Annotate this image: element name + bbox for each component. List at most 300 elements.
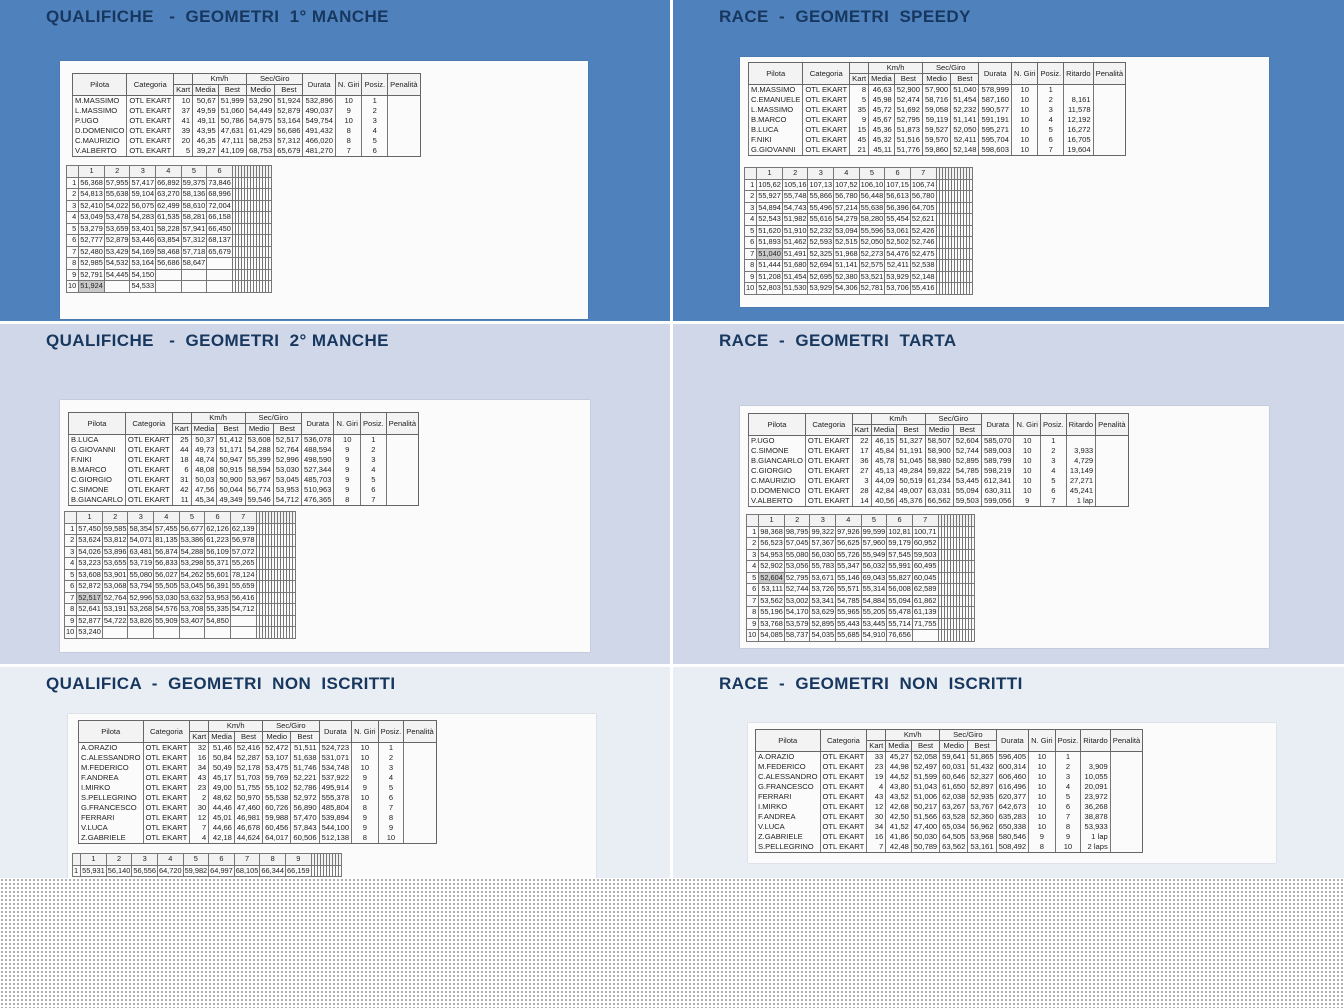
- lap-time-cell: 56,109: [206, 546, 229, 556]
- results-cell: 10: [335, 96, 362, 107]
- results-cell: 16,272: [1064, 125, 1093, 135]
- results-cell: OTL EKART: [820, 762, 867, 772]
- lap-time-cell: 105,62: [758, 179, 781, 189]
- lap-time-cell: 54,884: [862, 595, 886, 605]
- lap-time-cell: 59,179: [888, 538, 911, 547]
- results-cell: 27,271: [1066, 476, 1095, 486]
- results-table: [68, 412, 419, 506]
- results-cell: V.ALBERTO: [749, 496, 806, 507]
- results-cell: 16: [867, 832, 886, 842]
- results-cell: 642,673: [996, 802, 1028, 812]
- results-cell: 51,171: [217, 445, 245, 455]
- penalty-cell: [1110, 812, 1142, 822]
- lap-time-cell: 54,071: [129, 535, 153, 544]
- results-cell: 51,638: [291, 753, 319, 763]
- lap-time-cell: 54,476: [886, 248, 909, 258]
- lap-time-cell: 52,517: [78, 592, 101, 602]
- lap-time-cell: 55,505: [155, 581, 178, 590]
- results-cell: 52,474: [894, 95, 922, 105]
- lap-column-header: 3: [808, 168, 834, 180]
- results-cell: 12,192: [1064, 115, 1093, 125]
- table-row: [69, 485, 419, 495]
- penalty-cell: [1096, 486, 1128, 496]
- results-cell: 34: [190, 763, 209, 773]
- lap-number: 1: [73, 865, 81, 877]
- lap-empty-cell: [268, 223, 271, 235]
- lap-time-cell: 51,491: [783, 248, 807, 258]
- dotted-overlay: [0, 878, 1344, 1008]
- results-cell: 6: [1038, 135, 1064, 145]
- results-cell: 38,878: [1081, 812, 1110, 822]
- lap-time-cell: 66,159: [287, 865, 310, 875]
- results-cell: 56,774: [245, 485, 273, 495]
- lap-number: 7: [747, 595, 759, 607]
- lap-time-cell: 54,712: [231, 604, 255, 613]
- lap-time-cell: 52,050: [860, 237, 884, 246]
- results-cell: 50,49: [209, 763, 235, 773]
- results-cell: FERRARI: [79, 813, 144, 823]
- col-header-posiz: Posiz.: [1055, 730, 1081, 752]
- col-header-categoria: Categoria: [125, 413, 172, 435]
- results-cell: 45,241: [1066, 486, 1095, 496]
- results-cell: 51,060: [218, 106, 246, 116]
- col-header-posiz: Posiz.: [360, 413, 386, 435]
- lap-time-cell: 58,468: [157, 246, 180, 256]
- lap-time-cell: 53,953: [206, 592, 229, 602]
- lap-time-cell: 58,228: [157, 223, 180, 233]
- lap-column-header: 2: [104, 166, 130, 178]
- results-cell: 47,56: [191, 485, 217, 495]
- results-cell: D.DOMENICO: [73, 126, 127, 136]
- results-cell: 2: [1038, 95, 1064, 105]
- lap-empty-cell: [969, 179, 972, 191]
- results-cell: 25: [172, 435, 191, 446]
- results-cell: 22: [852, 436, 871, 447]
- results-cell: 42,48: [886, 842, 912, 853]
- results-cell: 9: [1014, 496, 1041, 507]
- penalty-cell: [1096, 466, 1128, 476]
- lap-row: [65, 604, 296, 616]
- lap-time-cell: 55,265: [231, 558, 255, 567]
- lap-time-cell: 61,139: [913, 607, 937, 616]
- results-cell: OTL EKART: [125, 485, 172, 495]
- results-cell: 31: [172, 475, 191, 485]
- results-cell: 536,078: [302, 435, 334, 446]
- lap-time-cell: 52,746: [911, 237, 935, 246]
- results-cell: 589,003: [982, 446, 1014, 456]
- results-cell: D.DOMENICO: [749, 486, 806, 496]
- results-cell: 49,284: [897, 466, 925, 476]
- lap-row: [745, 237, 973, 249]
- results-cell: 40,56: [871, 496, 897, 507]
- lap-number: 10: [67, 281, 79, 293]
- lap-column-header: 8: [260, 854, 286, 866]
- results-cell: 59,119: [923, 115, 951, 125]
- lap-time-cell: 54,785: [837, 595, 860, 605]
- results-cell: 7: [867, 842, 886, 853]
- results-cell: [1081, 752, 1110, 763]
- results-cell: 47,111: [218, 136, 246, 146]
- results-cell: 51,865: [968, 752, 996, 763]
- col-header-media: Media: [191, 424, 217, 435]
- results-cell: 5: [1040, 476, 1066, 486]
- col-header-media: Media: [209, 732, 235, 743]
- penalty-cell: [1093, 85, 1125, 96]
- lap-time-cell: 69,043: [862, 572, 886, 582]
- results-cell: 9: [334, 445, 361, 455]
- results-cell: 51,043: [911, 782, 939, 792]
- table-row: [756, 802, 1143, 812]
- results-cell: OTL EKART: [805, 456, 852, 466]
- lap-time-cell: 52,777: [80, 235, 103, 244]
- lap-row: [65, 535, 296, 547]
- lap-time-cell: 51,141: [835, 260, 858, 269]
- lap-time-cell: 56,075: [131, 200, 155, 210]
- results-cell: 52,879: [275, 106, 303, 116]
- results-cell: 52,058: [911, 752, 939, 763]
- results-cell: 46,35: [193, 136, 219, 146]
- lap-time-cell: [207, 281, 233, 293]
- col-header-kart: Kart: [852, 425, 871, 436]
- results-cell: 527,344: [302, 465, 334, 475]
- col-header-giri: N. Giri: [1014, 414, 1041, 436]
- results-cell: 45,84: [871, 446, 897, 456]
- results-cell: 63,031: [925, 486, 953, 496]
- lap-empty-cell: [969, 202, 972, 214]
- lap-time-cell: 99,599: [862, 526, 886, 536]
- panel-title: QUALIFICA - GEOMETRI NON ISCRITTI: [46, 674, 396, 693]
- results-cell: 59,058: [923, 105, 951, 115]
- results-cell: OTL EKART: [127, 106, 174, 116]
- results-cell: 53,107: [263, 753, 291, 763]
- lap-time-cell: 56,368: [80, 177, 103, 187]
- results-cell: 12: [190, 813, 209, 823]
- lap-time-cell: 52,575: [860, 260, 884, 269]
- lap-time-cell: 53,521: [860, 271, 884, 281]
- results-cell: 47,460: [234, 803, 262, 813]
- lap-row: [745, 202, 973, 214]
- lap-time-cell: 55,496: [809, 202, 833, 212]
- results-cell: 620,377: [996, 792, 1028, 802]
- lap-time-cell: 55,347: [837, 561, 860, 570]
- results-cell: 6: [172, 465, 191, 475]
- results-cell: 54,712: [273, 495, 301, 506]
- table-row: [69, 455, 419, 465]
- col-header-best-lap: Best: [953, 425, 981, 436]
- results-cell: L.MASSIMO: [749, 105, 803, 115]
- lap-number: 3: [745, 202, 757, 214]
- results-cell: 4: [1055, 782, 1081, 792]
- lap-row: [745, 179, 973, 191]
- results-cell: 53,967: [245, 475, 273, 485]
- results-cell: 44,09: [871, 476, 897, 486]
- results-cell: 635,283: [996, 812, 1028, 822]
- penalty-cell: [1096, 436, 1128, 447]
- results-cell: 2: [378, 753, 404, 763]
- results-cell: 8: [352, 833, 379, 844]
- results-cell: 9: [378, 823, 404, 833]
- results-cell: B.LUCA: [69, 435, 126, 446]
- table-row: [756, 832, 1143, 842]
- lap-row: [67, 212, 272, 224]
- penalty-cell: [388, 146, 420, 157]
- panel-race-tarta: [673, 324, 1344, 664]
- lap-time-cell: 54,283: [131, 212, 155, 221]
- result-sheet: [60, 61, 588, 319]
- results-cell: 60,646: [940, 772, 968, 782]
- results-cell: 10: [352, 743, 379, 754]
- results-cell: 5: [360, 475, 386, 485]
- col-header-media: Media: [886, 741, 912, 752]
- results-cell: OTL EKART: [805, 476, 852, 486]
- lap-number: 3: [65, 546, 77, 558]
- results-cell: 53,608: [245, 435, 273, 446]
- results-cell: 590,577: [979, 105, 1011, 115]
- results-cell: 58,980: [925, 456, 953, 466]
- results-cell: 51,432: [968, 762, 996, 772]
- results-cell: 45: [850, 135, 869, 145]
- results-cell: 59,570: [923, 135, 951, 145]
- col-header-best-lap: Best: [968, 741, 996, 752]
- results-cell: 50,84: [209, 753, 235, 763]
- lap-time-cell: 53,608: [78, 569, 101, 579]
- col-header-durata: Durata: [982, 414, 1014, 436]
- lap-row: [67, 200, 272, 212]
- results-cell: 591,191: [979, 115, 1011, 125]
- lap-times-table: [72, 853, 342, 877]
- col-header-categoria: Categoria: [805, 414, 852, 436]
- table-row: [69, 435, 419, 446]
- lap-time-cell: 56,625: [837, 538, 860, 547]
- lap-time-cell: 54,288: [180, 546, 204, 556]
- penalty-cell: [1110, 792, 1142, 802]
- results-cell: 57,312: [275, 136, 303, 146]
- results-cell: 53,475: [263, 763, 291, 773]
- lap-time-cell: 56,416: [231, 592, 255, 602]
- results-cell: 5: [1038, 125, 1064, 135]
- lap-time-cell: [181, 281, 207, 293]
- lap-row: [747, 538, 975, 550]
- results-cell: 10: [1055, 842, 1081, 853]
- lap-time-cell: 51,968: [835, 248, 858, 258]
- table-row: [749, 476, 1129, 486]
- col-header-categoria: Categoria: [143, 721, 190, 743]
- results-cell: 2: [360, 445, 386, 455]
- col-header-posiz: Posiz.: [1040, 414, 1066, 436]
- lap-time-cell: 55,416: [911, 283, 935, 292]
- results-cell: 10: [1014, 476, 1041, 486]
- lap-time-cell: 55,638: [860, 202, 884, 212]
- lap-time-cell: 52,543: [758, 214, 781, 223]
- results-cell: 37: [174, 106, 193, 116]
- lap-row: [65, 592, 296, 604]
- penalty-cell: [1096, 456, 1128, 466]
- results-cell: 46,15: [871, 436, 897, 447]
- penalty-cell: [386, 475, 418, 485]
- col-header-kmh: Km/h: [886, 730, 940, 741]
- results-cell: 56,890: [291, 803, 319, 813]
- lap-row: [745, 271, 973, 283]
- lap-time-cell: 59,585: [103, 523, 127, 533]
- lap-column-header: 5: [181, 166, 207, 178]
- results-cell: 44: [172, 445, 191, 455]
- table-row: [79, 793, 437, 803]
- col-header-secgiro: Sec/Giro: [247, 74, 303, 85]
- results-cell: 52,764: [273, 445, 301, 455]
- results-cell: OTL EKART: [143, 823, 190, 833]
- penalty-cell: [1096, 446, 1128, 456]
- lap-time-cell: 68,137: [208, 235, 231, 244]
- results-cell: 10: [1014, 486, 1041, 496]
- lap-time-cell: 53,279: [80, 223, 103, 233]
- lap-times-table: [744, 167, 973, 295]
- lap-time-cell: 53,671: [811, 572, 835, 582]
- lap-time-cell: 54,035: [811, 630, 835, 639]
- result-sheet: [68, 714, 596, 884]
- penalty-cell: [388, 126, 420, 136]
- results-cell: 1: [362, 96, 388, 107]
- results-cell: OTL EKART: [805, 486, 852, 496]
- results-cell: OTL EKART: [125, 495, 172, 506]
- results-cell: 7: [360, 495, 386, 506]
- results-cell: 5: [1055, 792, 1081, 802]
- lap-time-cell: 54,085: [760, 630, 783, 639]
- table-row: [749, 466, 1129, 476]
- lap-time-cell: 53,719: [129, 558, 153, 567]
- results-cell: 10: [1029, 762, 1056, 772]
- results-cell: 9: [352, 783, 379, 793]
- lap-time-cell: [128, 627, 154, 639]
- lap-time-cell: 57,960: [862, 538, 886, 547]
- lap-header-blank: [65, 512, 77, 524]
- results-cell: 481,270: [303, 146, 335, 157]
- lap-time-cell: 51,910: [783, 225, 807, 235]
- penalty-cell: [1110, 802, 1142, 812]
- results-cell: 42,68: [886, 802, 912, 812]
- results-cell: 491,432: [303, 126, 335, 136]
- results-cell: 32: [190, 743, 209, 754]
- results-cell: OTL EKART: [127, 146, 174, 157]
- penalty-cell: [1093, 105, 1125, 115]
- col-header-durata: Durata: [303, 74, 335, 96]
- results-cell: 16,705: [1064, 135, 1093, 145]
- table-row: [756, 812, 1143, 822]
- lap-column-header: 3: [128, 512, 154, 524]
- results-cell: 476,365: [302, 495, 334, 506]
- results-cell: 36: [852, 456, 871, 466]
- lap-time-cell: 63,481: [129, 546, 153, 556]
- results-cell: 59,641: [940, 752, 968, 763]
- lap-empty-cell: [292, 523, 295, 535]
- lap-time-cell: [205, 627, 231, 639]
- lap-time-cell: 53,164: [131, 258, 155, 267]
- results-cell: 2 laps: [1081, 842, 1110, 853]
- lap-time-cell: 55,196: [760, 607, 783, 616]
- lap-time-cell: 55,454: [886, 214, 909, 223]
- penalty-cell: [404, 803, 436, 813]
- lap-time-cell: 55,726: [837, 549, 860, 559]
- results-cell: 61,234: [925, 476, 953, 486]
- results-cell: 51,045: [897, 456, 925, 466]
- results-cell: 650,338: [996, 822, 1028, 832]
- results-cell: 10: [352, 793, 379, 803]
- results-cell: V.LUCA: [79, 823, 144, 833]
- lap-column-header: 1: [81, 854, 107, 866]
- results-cell: 10: [1029, 812, 1056, 822]
- results-cell: 1 lap: [1081, 832, 1110, 842]
- results-cell: 55,094: [953, 486, 981, 496]
- results-cell: 20: [174, 136, 193, 146]
- penalty-cell: [1110, 832, 1142, 842]
- lap-row: [65, 546, 296, 558]
- lap-time-cell: [179, 627, 205, 639]
- col-header-penalita: Penalità: [1096, 414, 1128, 436]
- col-header-spacer: [867, 730, 886, 741]
- lap-row: [747, 595, 975, 607]
- results-cell: S.PELLEGRINO: [756, 842, 821, 853]
- col-header-medio: Medio: [263, 732, 291, 743]
- results-cell: 14: [852, 496, 871, 507]
- results-cell: 50,947: [217, 455, 245, 465]
- results-cell: 44,52: [886, 772, 912, 782]
- lap-time-cell: 58,647: [182, 258, 206, 267]
- lap-time-cell: 53,341: [811, 595, 835, 605]
- results-cell: OTL EKART: [143, 833, 190, 844]
- results-cell: 1: [1055, 752, 1081, 763]
- lap-time-cell: 55,748: [783, 191, 807, 200]
- results-cell: [1066, 436, 1095, 447]
- results-cell: 41: [174, 116, 193, 126]
- results-cell: 612,341: [982, 476, 1014, 486]
- results-cell: 485,703: [302, 475, 334, 485]
- lap-row: [745, 214, 973, 226]
- results-cell: 8: [334, 495, 361, 506]
- col-header-posiz: Posiz.: [1038, 63, 1064, 85]
- results-cell: 61,650: [940, 782, 968, 792]
- col-header-posiz: Posiz.: [362, 74, 388, 96]
- lap-number: 2: [65, 535, 77, 547]
- col-header-secgiro: Sec/Giro: [925, 414, 981, 425]
- lap-time-cell: 53,002: [785, 595, 809, 605]
- results-cell: 52,327: [968, 772, 996, 782]
- results-cell: 43: [867, 792, 886, 802]
- results-cell: 508,492: [996, 842, 1028, 853]
- results-cell: 2: [1040, 446, 1066, 456]
- results-cell: 495,914: [319, 783, 351, 793]
- lap-empty-cell: [268, 281, 271, 293]
- results-table: [72, 73, 421, 157]
- table-row: [749, 135, 1126, 145]
- results-cell: 3: [360, 455, 386, 465]
- results-cell: 50,900: [217, 475, 245, 485]
- results-cell: 4: [190, 833, 209, 844]
- lap-column-header: 6: [207, 166, 233, 178]
- results-cell: 8: [1055, 822, 1081, 832]
- lap-time-cell: 62,499: [157, 200, 180, 210]
- results-cell: 4: [378, 773, 404, 783]
- results-cell: 53,933: [1081, 822, 1110, 832]
- results-cell: 51,141: [951, 115, 979, 125]
- lap-time-cell: 55,146: [837, 572, 860, 582]
- col-header-pilota: Pilota: [749, 414, 806, 436]
- col-header-categoria: Categoria: [803, 63, 850, 85]
- lap-time-cell: 59,982: [184, 865, 208, 875]
- results-cell: 56,962: [968, 822, 996, 832]
- lap-time-cell: 53,111: [759, 584, 785, 596]
- results-cell: 53,953: [273, 485, 301, 495]
- lap-time-cell: 107,13: [809, 179, 833, 189]
- results-cell: 59,822: [925, 466, 953, 476]
